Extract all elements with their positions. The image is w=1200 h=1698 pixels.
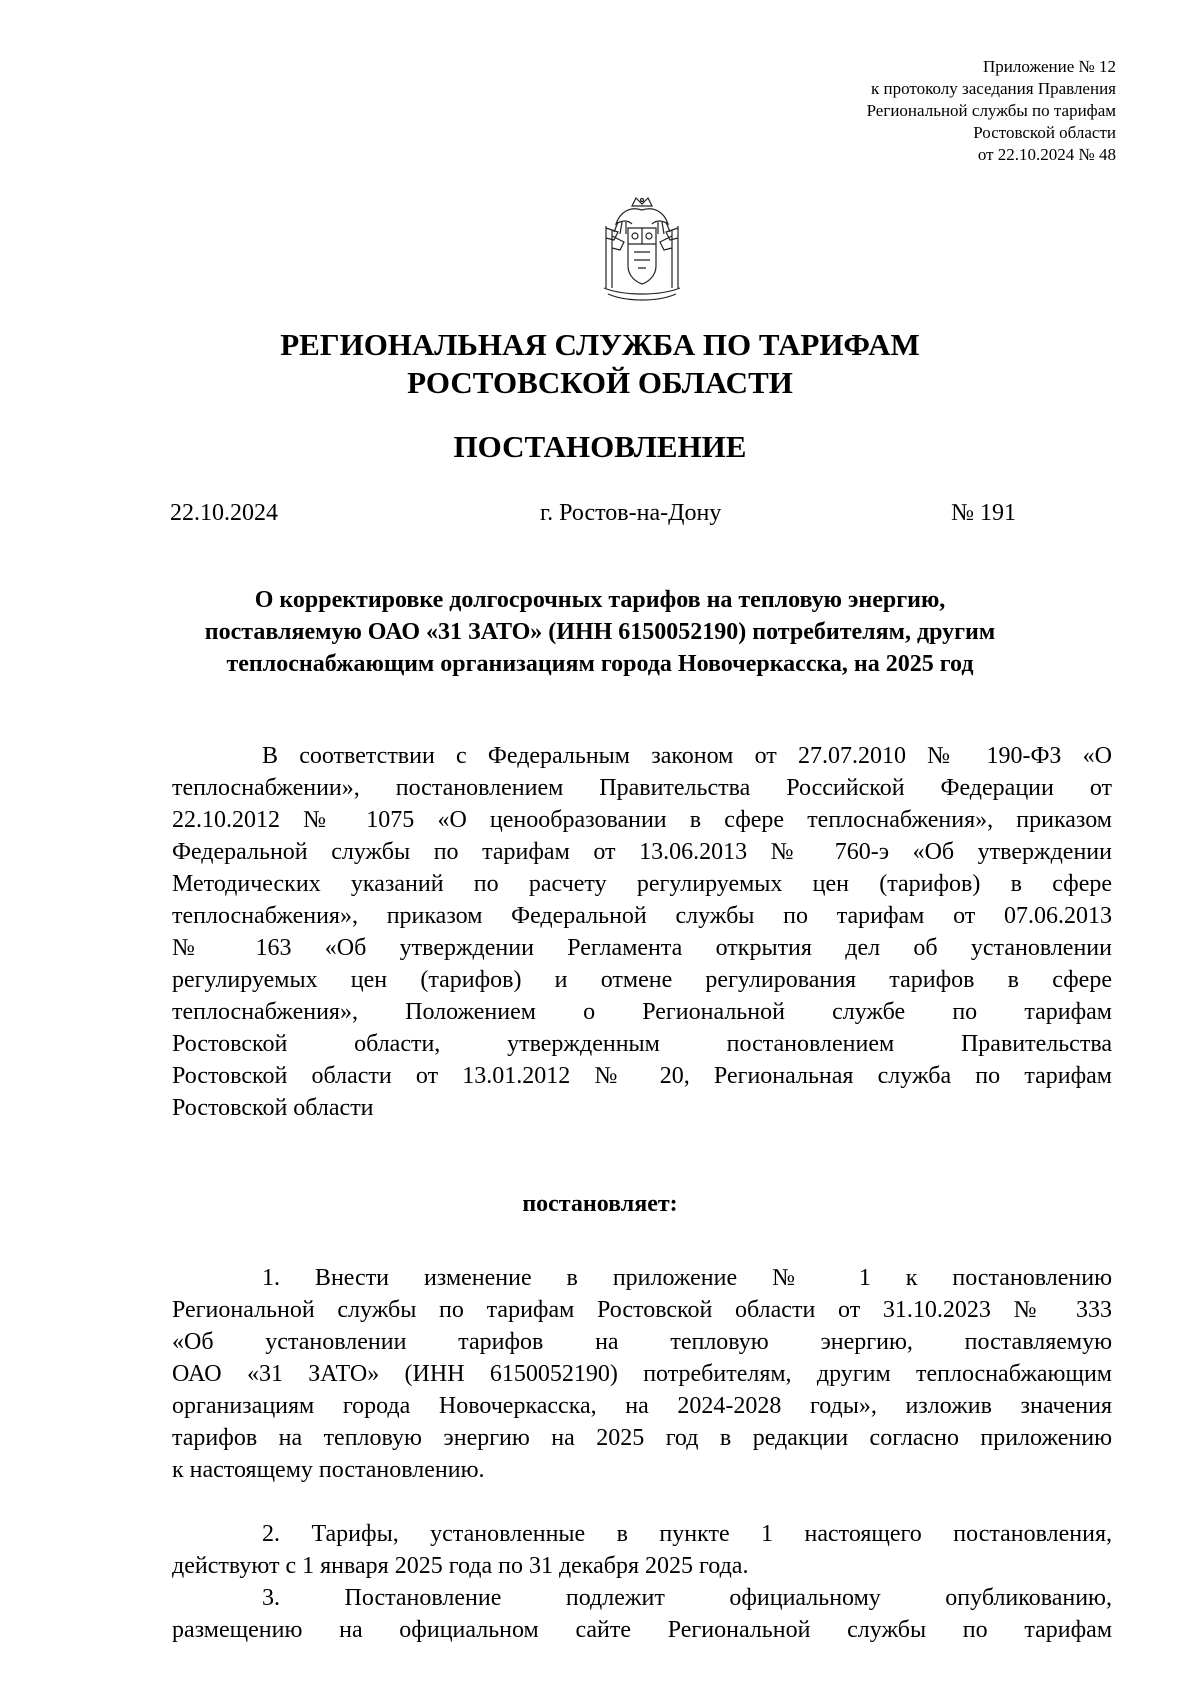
paragraph-line: Ростовской области от 13.01.2012 № 20, Региональная служба по тарифам bbox=[172, 1063, 1112, 1089]
paragraph-line: Ростовской области bbox=[172, 1095, 374, 1121]
document-subject bbox=[150, 584, 1050, 680]
paragraph-line: организациям города Новочеркасска, на 2024-2028 годы», изложив значения bbox=[172, 1393, 1112, 1419]
paragraph-line: к настоящему постановлению. bbox=[172, 1457, 485, 1483]
appendix-note bbox=[867, 56, 1116, 166]
paragraph-line: теплоснабжения», Положением о Региональной службе по тарифам bbox=[172, 999, 1112, 1025]
paragraph-line: тарифов на тепловую энергию на 2025 год в редакции согласно приложению bbox=[172, 1425, 1112, 1451]
organization-title-line: РЕГИОНАЛЬНАЯ СЛУЖБА ПО ТАРИФАМ bbox=[280, 327, 920, 362]
appendix-line: к протоколу заседания Правления bbox=[871, 79, 1116, 98]
coat-of-arms-icon bbox=[594, 196, 690, 306]
paragraph-line: № 163 «Об утверждении Регламента открытия дел об установлении bbox=[172, 935, 1112, 961]
preamble-paragraph bbox=[172, 740, 1112, 1124]
appendix-line: от 22.10.2024 № 48 bbox=[977, 145, 1116, 164]
paragraph-line: 22.10.2012 № 1075 «О ценообразовании в сфере теплоснабжения», приказом bbox=[172, 807, 1112, 833]
paragraph-line: размещению на официальном сайте Региональной службы по тарифам bbox=[172, 1617, 1112, 1643]
paragraph-line: Ростовской области, утвержденным постановлением Правительства bbox=[172, 1031, 1112, 1057]
resolution-item-2 bbox=[172, 1518, 1112, 1582]
paragraph-line: 3. Постановление подлежит официальному опубликованию, bbox=[262, 1585, 1112, 1611]
appendix-line: Ростовской области bbox=[973, 123, 1116, 142]
appendix-line: Приложение № 12 bbox=[983, 57, 1116, 76]
subject-line: поставляемую ОАО «31 ЗАТО» (ИНН 6150052190) потребителям, другим bbox=[204, 619, 996, 645]
subject-line: О корректировке долгосрочных тарифов на тепловую энергию, bbox=[254, 587, 946, 613]
document-date: 22.10.2024 bbox=[170, 500, 278, 526]
paragraph-line: теплоснабжении», постановлением Правительства Российской Федерации от bbox=[172, 775, 1112, 801]
paragraph-line: регулируемых цен (тарифов) и отмене регулирования тарифов в сфере bbox=[172, 967, 1112, 993]
document-city: г. Ростов-на-Дону bbox=[540, 500, 722, 526]
paragraph-line: Региональной службы по тарифам Ростовской области от 31.10.2023 № 333 bbox=[172, 1297, 1112, 1323]
paragraph-line: 2. Тарифы, установленные в пункте 1 настоящего постановления, bbox=[262, 1521, 1112, 1547]
paragraph-line: действуют с 1 января 2025 года по 31 декабря 2025 года. bbox=[172, 1553, 749, 1579]
document-type: ПОСТАНОВЛЕНИЕ bbox=[453, 429, 747, 464]
paragraph-line: Методических указаний по расчету регулируемых цен (тарифов) в сфере bbox=[172, 871, 1112, 897]
paragraph-line: 1. Внести изменение в приложение № 1 к постановлению bbox=[262, 1265, 1112, 1291]
paragraph-line: Федеральной службы по тарифам от 13.06.2013 № 760-э «Об утверждении bbox=[172, 839, 1112, 865]
resolves-heading: постановляет: bbox=[522, 1191, 678, 1217]
paragraph-line: В соответствии с Федеральным законом от 27.07.2010 № 190-ФЗ «О bbox=[262, 743, 1112, 769]
organization-title bbox=[0, 326, 1200, 402]
document-number: № 191 bbox=[951, 500, 1016, 526]
paragraph-line: теплоснабжения», приказом Федеральной службы по тарифам от 07.06.2013 bbox=[172, 903, 1112, 929]
subject-line: теплоснабжающим организациям города Новочеркасска, на 2025 год bbox=[226, 651, 974, 677]
appendix-line: Региональной службы по тарифам bbox=[866, 101, 1116, 120]
resolution-item-1 bbox=[172, 1262, 1112, 1486]
paragraph-line: «Об установлении тарифов на тепловую энергию, поставляемую bbox=[172, 1329, 1112, 1355]
organization-title-line: РОСТОВСКОЙ ОБЛАСТИ bbox=[407, 365, 793, 400]
paragraph-line: ОАО «31 ЗАТО» (ИНН 6150052190) потребителям, другим теплоснабжающим bbox=[172, 1361, 1112, 1387]
resolution-item-3 bbox=[172, 1582, 1112, 1646]
document-meta bbox=[170, 496, 1016, 530]
